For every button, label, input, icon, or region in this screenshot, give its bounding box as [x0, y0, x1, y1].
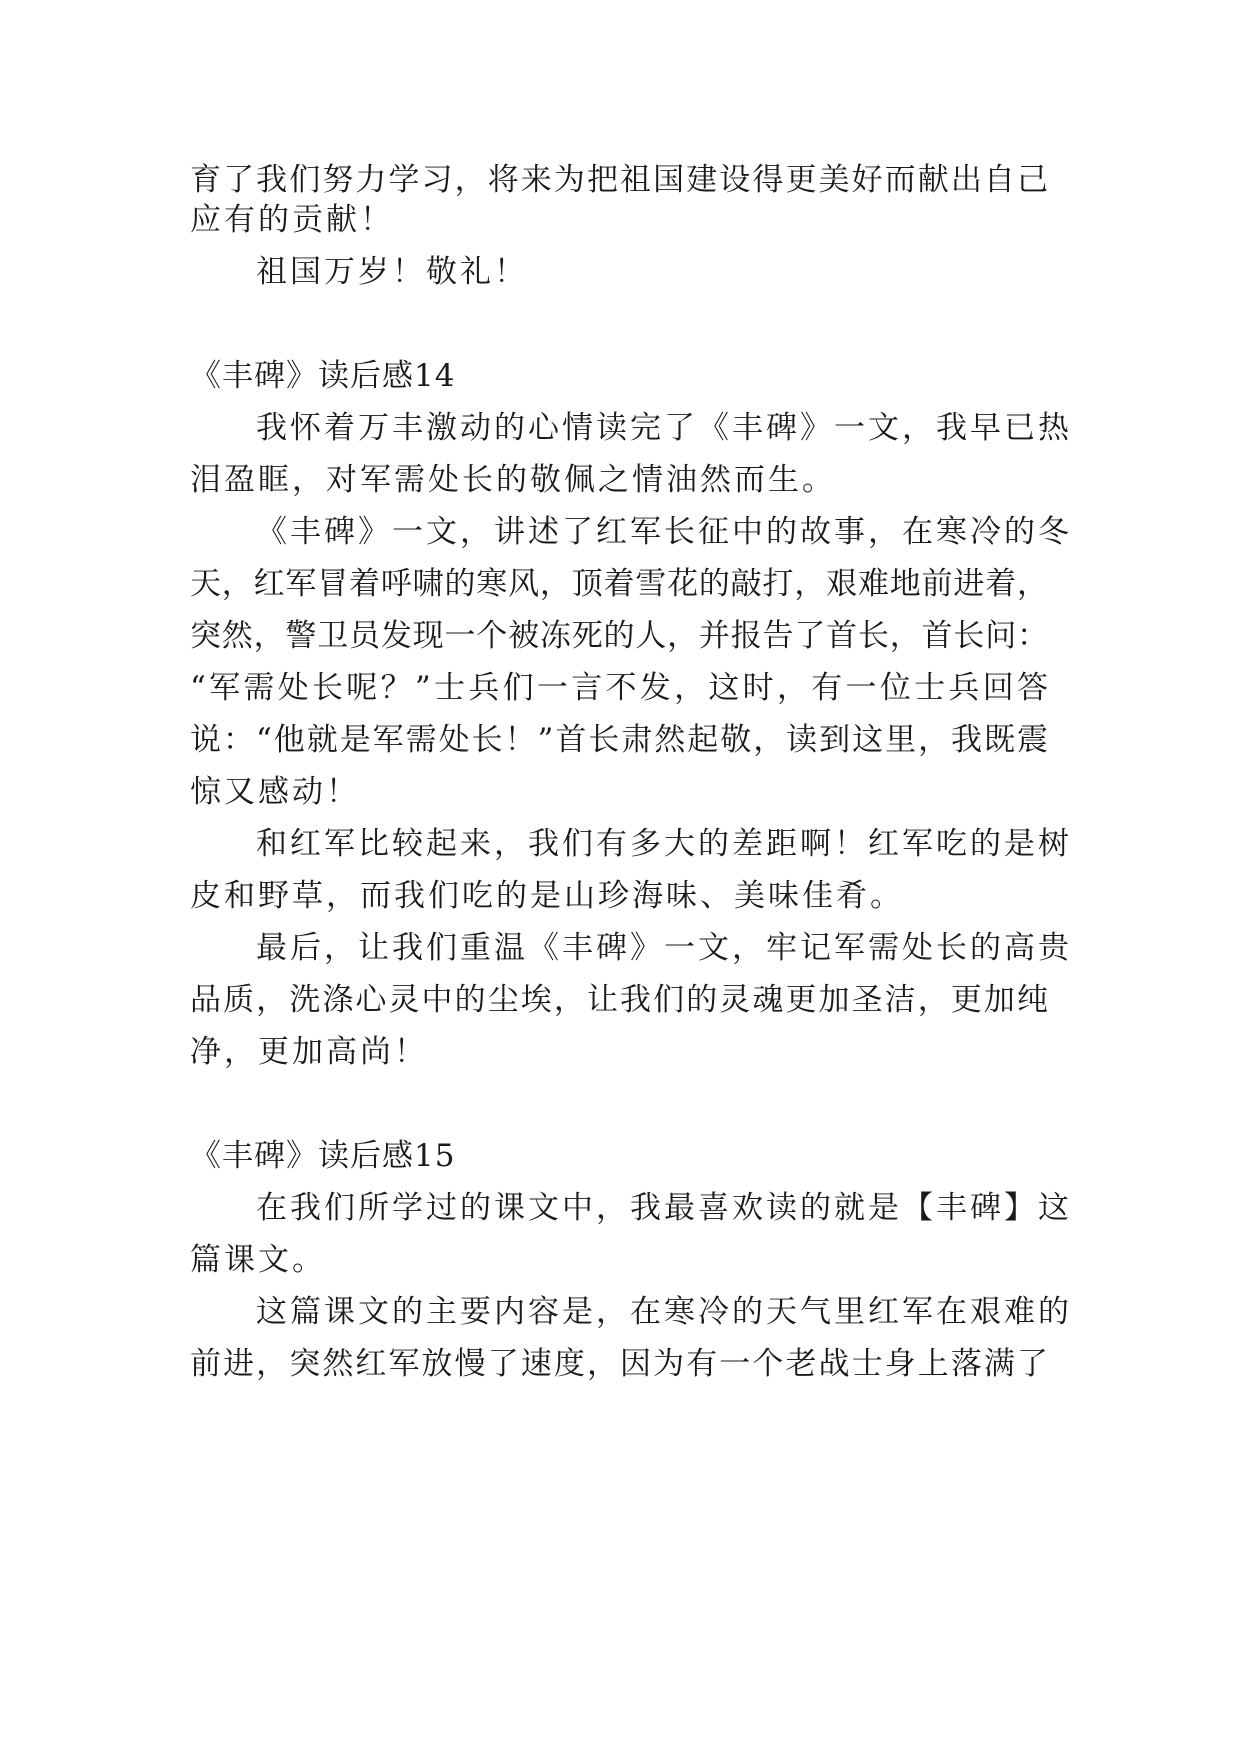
paragraph-line: 祖国万岁！敬礼！	[256, 254, 528, 290]
paragraph-line: 品质，洗涤心灵中的尘埃，让我们的灵魂更加圣洁，更加纯	[190, 982, 1048, 1018]
paragraph-line: 和红军比较起来，我们有多大的差距啊！红军吃的是树	[256, 826, 1072, 862]
paragraph-line: 皮和野草，而我们吃的是山珍海味、美味佳肴。	[190, 878, 904, 914]
section-heading: 《丰碑》读后感14	[190, 358, 456, 394]
paragraph-line: 净，更加高尚！	[190, 1034, 428, 1070]
paragraph-line: 这篇课文的主要内容是，在寒冷的天气里红军在艰难的	[256, 1294, 1072, 1330]
paragraph-line: 泪盈眶，对军需处长的敬佩之情油然而生。	[190, 462, 836, 498]
paragraph-line: 育了我们努力学习，将来为把祖国建设得更美好而献出自己	[190, 162, 1048, 198]
paragraph-line: 我怀着万丰激动的心情读完了《丰碑》一文，我早已热	[256, 410, 1072, 446]
paragraph-line: 天，红军冒着呼啸的寒风，顶着雪花的敲打，艰难地前进着，	[190, 566, 1048, 602]
paragraph-line: 应有的贡献！	[190, 202, 394, 238]
paragraph-line: 《丰碑》一文，讲述了红军长征中的故事，在寒冷的冬	[256, 514, 1072, 550]
paragraph-line: 惊又感动！	[190, 774, 360, 810]
paragraph-line: 说：“他就是军需处长！”首长肃然起敬，读到这里，我既震	[190, 722, 1048, 758]
paragraph-line: 篇课文。	[190, 1242, 326, 1278]
paragraph-line: 在我们所学过的课文中，我最喜欢读的就是【丰碑】这	[256, 1190, 1072, 1226]
paragraph-line: 突然，警卫员发现一个被冻死的人，并报告了首长，首长问：	[190, 618, 1048, 654]
section-heading: 《丰碑》读后感15	[190, 1138, 456, 1174]
paragraph-line: “军需处长呢？”士兵们一言不发，这时，有一位士兵回答	[190, 670, 1048, 706]
paragraph-line: 前进，突然红军放慢了速度，因为有一个老战士身上落满了	[190, 1346, 1048, 1382]
paragraph-line: 最后，让我们重温《丰碑》一文，牢记军需处长的高贵	[256, 930, 1072, 966]
